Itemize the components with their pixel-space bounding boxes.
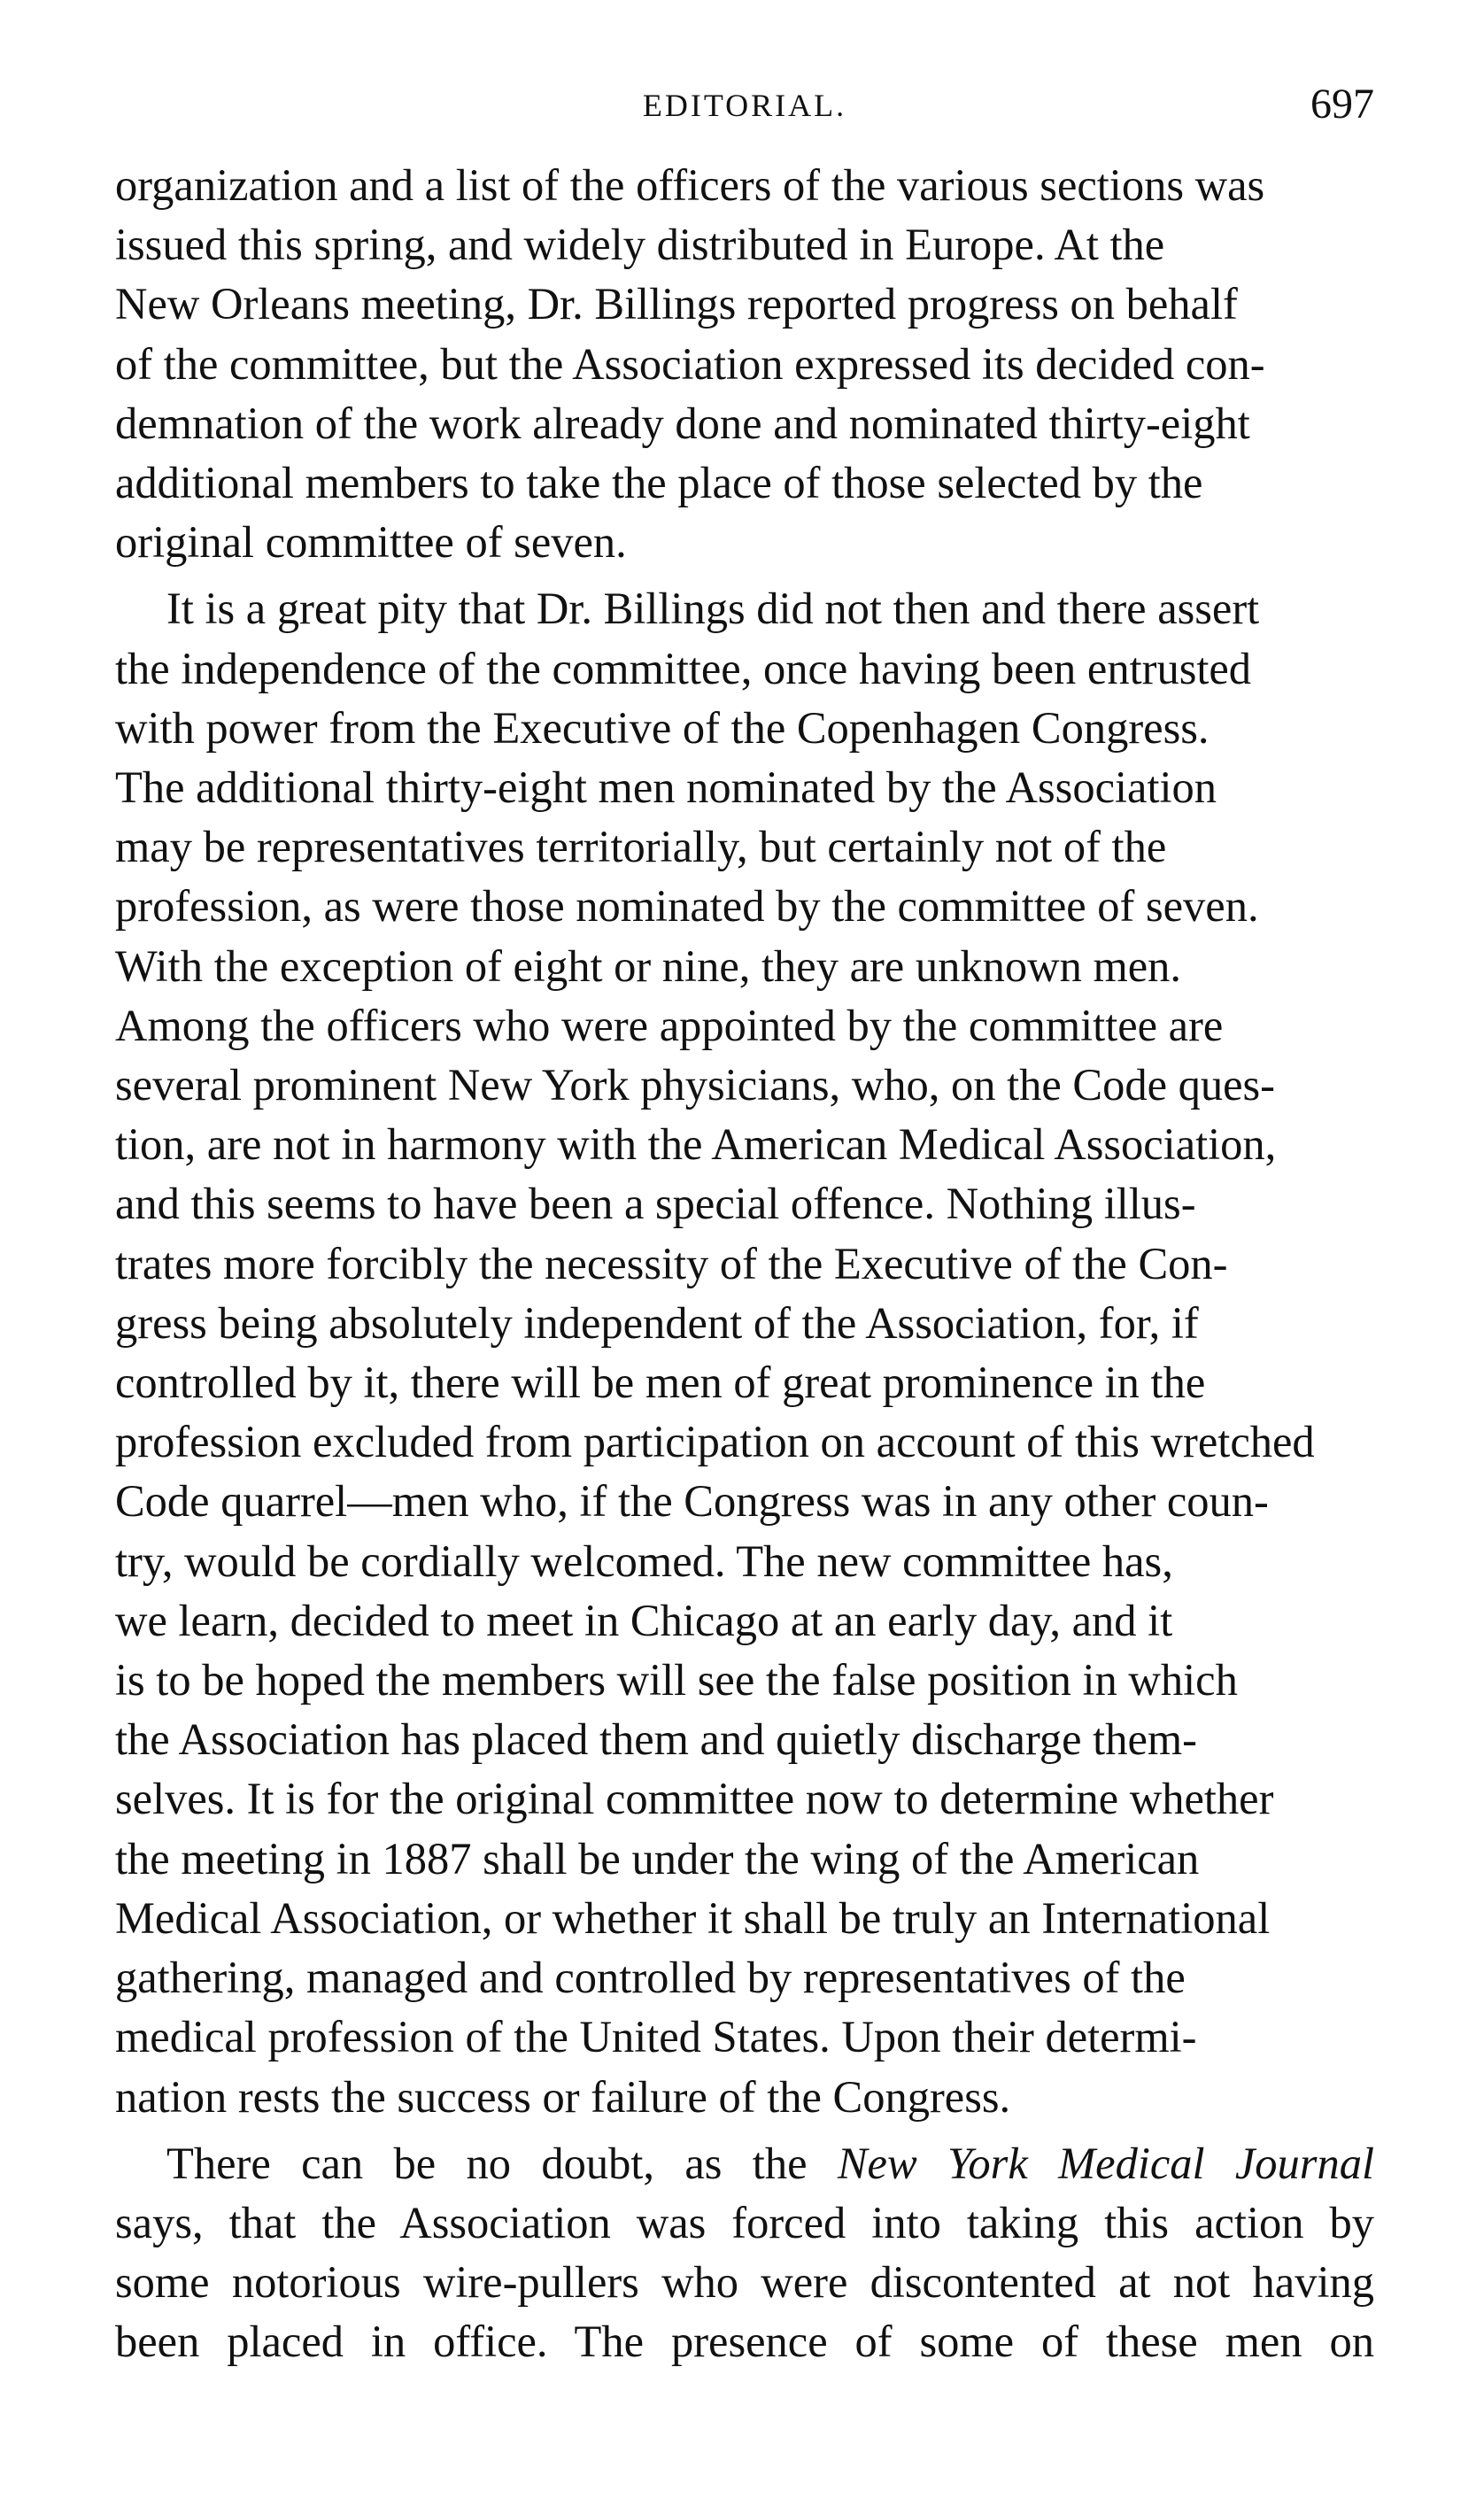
text-line: medical profession of the United States. Upon their determi-: [115, 2012, 1197, 2062]
text-line: profession, as were those nominated by the committee of seven.: [115, 881, 1259, 932]
text-line: selves. It is for the original committee now to determine whether: [115, 1774, 1274, 1824]
text-line: try, would be cordially welcomed. The new committee has,: [115, 1535, 1173, 1586]
text-line: controlled by it, there will be men of great prominence in the: [115, 1358, 1206, 1408]
text-line: tion, are not in harmony with the American Medical Association,: [115, 1119, 1277, 1170]
text-line: original committee of seven.: [115, 517, 627, 568]
paragraph-1: [115, 156, 1374, 572]
text-line: been placed in office. The presence of some of these men on: [115, 2317, 1374, 2367]
text-line: some notorious wire-pullers who were discontented at not having: [115, 2257, 1374, 2308]
text-line: and this seems to have been a special offence. Nothing illus-: [115, 1179, 1196, 1229]
text-line: the Association has placed them and quietly discharge them-: [115, 1714, 1197, 1765]
text-line: we learn, decided to meet in Chicago at an early day, and it: [115, 1595, 1173, 1645]
text-line: says, that the Association was forced into taking this action by: [115, 2197, 1374, 2247]
journal-title: New York Medical Journal: [837, 2138, 1374, 2188]
text-line: organization and a list of the officers of the various sections was: [115, 160, 1265, 210]
text-line: gress being absolutely independent of the Association, for, if: [115, 1297, 1199, 1348]
text-line: is to be hoped the members will see the false position in which: [115, 1655, 1238, 1706]
text-line: [115, 2134, 1374, 2193]
text-line: profession excluded from participation on account of this wretched: [115, 1417, 1315, 1467]
text-fragment: There can be no doubt, as the: [166, 2138, 838, 2188]
running-header: [115, 80, 1374, 142]
paragraph-3: [115, 2134, 1374, 2372]
text-line: issued this spring, and widely distributed in Europe. At the: [115, 220, 1165, 270]
text-line: several prominent New York physicians, who, on the Code ques-: [115, 1060, 1275, 1110]
text-line: Medical Association, or whether it shall be truly an International: [115, 1892, 1271, 1943]
text-line: may be representatives territorially, but certainly not of the: [115, 822, 1167, 872]
text-line: the independence of the committee, once having been entrusted: [115, 643, 1252, 693]
text-line: New Orleans meeting, Dr. Billings reported progress on behalf: [115, 279, 1238, 329]
text-line: It is a great pity that Dr. Billings did not then and there assert: [166, 584, 1260, 634]
text-line: Among the officers who were appointed by the committee are: [115, 1000, 1224, 1050]
text-line: with power from the Executive of the Copenhagen Congress.: [115, 702, 1210, 753]
paragraph-2: [115, 579, 1374, 2126]
text-line: the meeting in 1887 shall be under the wing of the American: [115, 1833, 1200, 1884]
running-title: EDITORIAL.: [642, 88, 847, 123]
text-line: trates more forcibly the necessity of the Executive of the Con-: [115, 1238, 1228, 1288]
text-line: additional members to take the place of those selected by the: [115, 458, 1203, 508]
page: [115, 80, 1374, 2372]
page-number: 697: [1310, 81, 1374, 128]
editorial-body: [115, 156, 1374, 2372]
text-line: With the exception of eight or nine, they are unknown men.: [115, 940, 1182, 991]
text-line: nation rests the success or failure of the Congress.: [115, 2071, 1011, 2122]
text-line: gathering, managed and controlled by representatives of the: [115, 1953, 1186, 2003]
text-line: demnation of the work already done and nominated thirty-eight: [115, 398, 1250, 448]
text-line: The additional thirty-eight men nominated by the Association: [115, 762, 1217, 813]
text-line: Code quarrel—men who, if the Congress was in any other coun-: [115, 1476, 1269, 1527]
text-line: of the committee, but the Association expressed its decided con-: [115, 338, 1265, 389]
